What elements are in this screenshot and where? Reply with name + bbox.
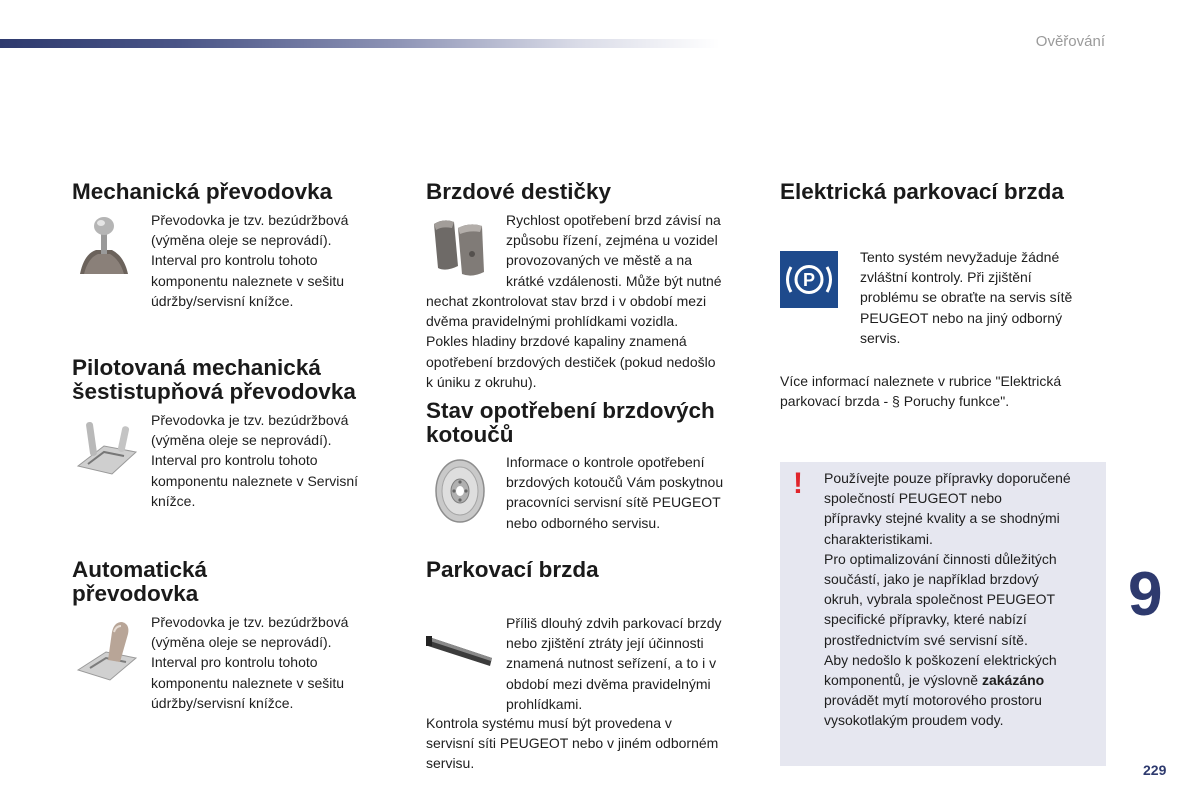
gear-lever-icon — [76, 214, 132, 285]
parking-brake-text: Kontrola systému musí být provedena v servisní síti PEUGEOT nebo v jiném odborném servisu. — [426, 715, 719, 772]
piloted-gearbox-heading: Pilotovaná mechanická šestistupňová převodovka — [72, 355, 356, 404]
piloted-gear-selector-icon — [74, 416, 140, 483]
brake-pads-text-right: Rychlost opotřebení brzd závisí na způsobu řízení, zejména u vozidel provozovaných ve městě a na krátké vzdálenosti. Může být nutné — [506, 212, 722, 289]
manual-gearbox-heading: Mechanická převodovka — [72, 179, 333, 204]
warning-exclamation-icon: ! — [793, 467, 803, 500]
automatic-gear-lever-icon — [74, 618, 140, 689]
parking-brake-heading: Parkovací brzda — [426, 557, 599, 582]
parking-brake-lever-icon — [424, 628, 496, 675]
brake-pads-text: nechat zkontrolovat stav brzd i v období mezi dvěma pravidelnými prohlídkami vozidla. Pokles hladiny brzdové kapaliny znamená opotřebení brzdových destiček (pokud nedošlo k úniku z okruhu). — [426, 293, 716, 390]
more-info-text: Více informací naleznete v rubrice "Elektrická parkovací brzda - § Poruchy funkce". — [780, 373, 1062, 410]
automatic-gearbox-heading: Automatická převodovka — [72, 557, 208, 606]
brake-pads-icon — [428, 214, 490, 285]
electric-parking-brake-heading: Elektrická parkovací brzda — [780, 179, 1064, 204]
svg-text:P: P — [802, 270, 816, 290]
warning-text: Používejte pouze přípravky doporučené společností PEUGEOT nebo přípravky stejné kvality a se shodnými charakteristikami. Pro optimalizování činnosti důležitých součástí, jako je například brzdový okruh, vybrala společnost PEUGEOT specifické přípravky, které nabízí prostřednictvím své servisní sítě. Aby nedošlo k poškození elektrických komponentů, je výslovně zakázáno provádět mytí motorového prostoru vysokotlakým proudem vody. — [824, 470, 1071, 729]
header-gradient-bar — [0, 39, 720, 48]
electric-parking-brake-text: Tento systém nevyžaduje žádné zvláštní kontroly. Při zjištění problému se obraťte na servis sítě PEUGEOT nebo na jiný odborný servis. — [860, 249, 1073, 346]
brake-pads-heading: Brzdové destičky — [426, 179, 612, 204]
brake-discs-text: Informace o kontrole opotřebení brzdových kotoučů Vám poskytnou pracovníci servisní sítě PEUGEOT nebo odborného servisu. — [506, 454, 724, 531]
manual-gearbox-text: Převodovka je tzv. bezúdržbová (výměna oleje se neprovádí). Interval pro kontrolu tohoto komponentu naleznete v sešitu údržby/servisní knížce. — [151, 212, 349, 309]
brake-discs-heading: Stav opotřebení brzdových kotoučů — [426, 398, 715, 447]
brake-disc-icon — [432, 458, 488, 529]
section-title: Ověřování — [1035, 33, 1105, 50]
chapter-number: 9 — [1128, 560, 1163, 629]
automatic-gearbox-text: Převodovka je tzv. bezúdržbová (výměna oleje se neprovádí). Interval pro kontrolu tohoto komponentu naleznete v sešitu údržby/servisní knížce. — [151, 614, 349, 711]
parking-brake-text-right: Příliš dlouhý zdvih parkovací brzdy nebo zjištění ztráty její účinnosti znamená nutnost seřízení, a to i v období mezi dvěma pravidelnými prohlídkami. — [506, 615, 722, 712]
electric-parking-brake-icon — [780, 251, 838, 308]
page-number: 229 — [1143, 762, 1167, 778]
piloted-gearbox-text: Převodovka je tzv. bezúdržbová (výměna oleje se neprovádí). Interval pro kontrolu tohoto komponentu naleznete v Servisní knížce. — [151, 412, 359, 509]
